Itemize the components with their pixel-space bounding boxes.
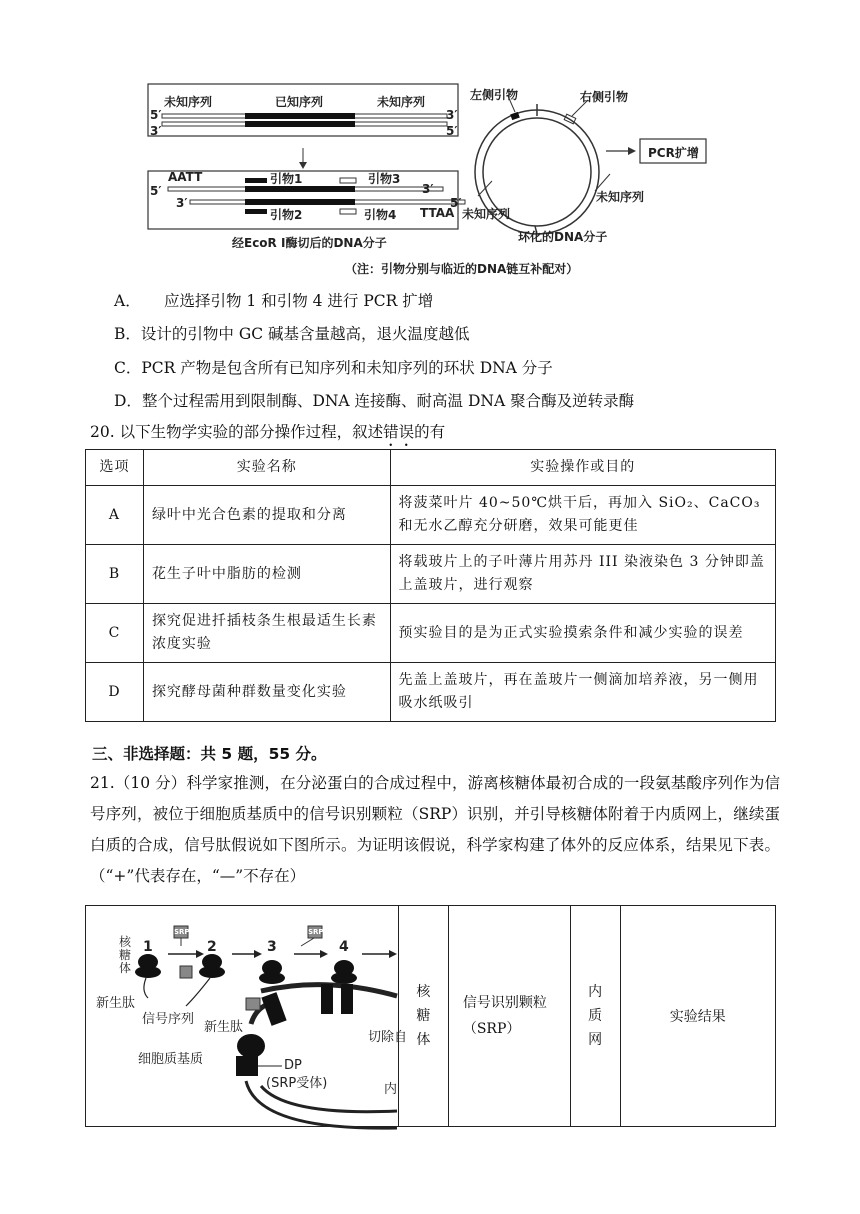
label-nascent-1: 新生肽 xyxy=(96,996,136,1011)
end-5-lower-b: 5′ xyxy=(450,196,462,210)
stage-4: 4 xyxy=(339,939,349,955)
dna-box-top xyxy=(148,84,458,136)
table-row xyxy=(86,604,776,663)
header-er-text: 内质网 xyxy=(588,984,603,1048)
primer3-mark xyxy=(340,178,356,183)
row-operation: 将菠菜叶片 40~50℃烘干后，再加入 SiO₂、CaCO₃和无水乙醇充分研磨，效果可能更佳 xyxy=(390,486,775,545)
label-primer4: 引物4 xyxy=(364,208,397,222)
q19-option-c xyxy=(114,356,553,378)
header-option: 选项 xyxy=(86,450,144,486)
label-ttaa: TTAA xyxy=(420,206,455,220)
label-primer2: 引物2 xyxy=(270,208,303,222)
table-row xyxy=(86,486,776,545)
label-right-primer: 右侧引物 xyxy=(580,90,629,104)
primer1-mark xyxy=(245,178,267,183)
primer2-mark xyxy=(245,209,267,214)
q20-table xyxy=(85,449,776,722)
row-name: 探究促进扦插枝条生根最适生长素浓度实验 xyxy=(143,604,390,663)
label-primer3: 引物3 xyxy=(368,172,401,186)
table-header-row xyxy=(86,450,776,486)
option-letter: B． xyxy=(114,325,141,343)
option-text: 设计的引物中 GC 碱基含量越高，退火温度越低 xyxy=(140,325,470,343)
q21-paragraph: 21.（10 分）科学家推测，在分泌蛋白的合成过程中，游离核糖体最初合成的一段氨基酸序列作为信号序列，被位于细胞质基质中的信号识别颗粒（SRP）识别，并引导核糖体附着于内质网上，继续蛋白质的合成，信号肽假说如下图所示。为证明该假说，科学家构建了体外的反应体系，结果见下表。（“+”代表存在，“—”不存在） xyxy=(90,774,780,885)
signal-peptide-figure xyxy=(86,906,408,1126)
row-option: C xyxy=(86,604,144,663)
label-primer1: 引物1 xyxy=(270,172,303,186)
end-5-lower: 5′ xyxy=(150,184,162,198)
header-srp: 信号识别颗粒（SRP） xyxy=(448,906,570,1127)
stage-1: 1 xyxy=(143,939,153,955)
label-unknown-left: 未知序列 xyxy=(164,95,213,109)
row-option: A xyxy=(86,486,144,545)
end-5-bottom: 5′ xyxy=(446,124,458,138)
table-row xyxy=(86,663,776,722)
table-row xyxy=(86,545,776,604)
option-letter: A． xyxy=(114,292,141,310)
pcr-diagram xyxy=(140,76,740,282)
header-ribosome-text: 核糖体 xyxy=(416,984,431,1048)
end-3-lower: 3′ xyxy=(422,182,434,196)
row-name: 探究酵母菌种群数量变化实验 xyxy=(143,663,390,722)
row-operation: 先盖上盖玻片，再在盖玻片一侧滴加培养液，另一侧用吸水纸吸引 xyxy=(390,663,775,722)
label-srp-receptor: (SRP受体) xyxy=(266,1076,328,1091)
q20-stem xyxy=(90,420,445,450)
option-letter: C． xyxy=(114,359,142,377)
option-text: PCR 产物是包含所有已知序列和未知序列的环状 DNA 分子 xyxy=(141,359,553,377)
end-3-lower-b: 3′ xyxy=(176,196,188,210)
signal-peptide-figure-cell xyxy=(86,906,408,1127)
row-name: 花生子叶中脂肪的检测 xyxy=(143,545,390,604)
q19-option-d xyxy=(114,389,634,411)
header-result: 实验结果 xyxy=(620,906,775,1127)
label-left-primer: 左侧引物 xyxy=(470,88,519,102)
option-letter: D． xyxy=(114,392,142,410)
section-title: 三、非选择题：共 5 题，55 分。 xyxy=(92,745,327,763)
end-5-top: 5′ xyxy=(150,108,162,122)
header-operation: 实验操作或目的 xyxy=(390,450,775,486)
q20-stem-main: 20. 以下生物学实验的部分操作过程，叙述 xyxy=(90,423,384,441)
stage-2: 2 xyxy=(207,939,217,955)
q21-table xyxy=(85,905,776,1127)
label-nascent-2: 新生肽 xyxy=(204,1020,244,1035)
label-inner: 内 xyxy=(384,1082,398,1097)
label-unknown-right: 未知序列 xyxy=(377,95,426,109)
stage-3: 3 xyxy=(267,939,277,955)
label-circle-unknown-left: 未知序列 xyxy=(462,207,511,221)
header-name: 实验名称 xyxy=(143,450,390,486)
row-option: B xyxy=(86,545,144,604)
option-text: 整个过程需用到限制酶、DNA 连接酶、耐高温 DNA 聚合酶及逆转录酶 xyxy=(141,392,635,410)
figure-note: （注：引物分别与临近的DNA链互补配对） xyxy=(345,262,579,276)
end-3-bottom: 3′ xyxy=(150,124,162,138)
q20-stem-emphasis: 错误 xyxy=(383,423,415,441)
label-known: 已知序列 xyxy=(275,95,324,109)
end-3-top: 3′ xyxy=(446,108,458,122)
label-ribosome: 核糖体 xyxy=(118,935,131,975)
row-operation: 将载玻片上的子叶薄片用苏丹 III 染液染色 3 分钟即盖上盖玻片，进行观察 xyxy=(390,545,775,604)
q19-option-b xyxy=(114,322,470,344)
label-signal-seq: 信号序列 xyxy=(142,1012,195,1027)
primer4-mark xyxy=(340,209,356,214)
label-srp-2: SRP xyxy=(308,928,324,936)
pcr-label: PCR扩增 xyxy=(648,146,699,160)
q19-option-a xyxy=(114,289,433,311)
header-ribosome xyxy=(398,906,448,1127)
option-text: 应选择引物 1 和引物 4 进行 PCR 扩增 xyxy=(164,292,434,310)
label-circle-unknown-right: 未知序列 xyxy=(596,190,645,204)
circle-caption: 环化的DNA分子 xyxy=(518,230,608,244)
cut-caption: 经EcoR I酶切后的DNA分子 xyxy=(232,236,387,250)
q20-stem-end: 的有 xyxy=(414,423,446,441)
row-name: 绿叶中光合色素的提取和分离 xyxy=(143,486,390,545)
label-cut: 切除自 xyxy=(368,1030,408,1045)
row-operation: 预实验目的是为正式实验摸索条件和减少实验的误差 xyxy=(390,604,775,663)
label-aatt: AATT xyxy=(168,170,203,184)
row-option: D xyxy=(86,663,144,722)
label-cytosol: 细胞质基质 xyxy=(138,1052,204,1067)
label-srp-1: SRP xyxy=(174,928,190,936)
header-er xyxy=(570,906,620,1127)
label-dp: DP xyxy=(284,1058,302,1073)
